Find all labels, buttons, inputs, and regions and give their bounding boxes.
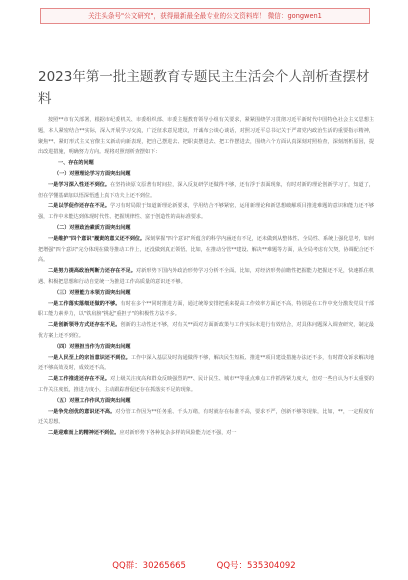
paragraph-lead: 二是迎难而上的精神还不到位。: [48, 430, 120, 437]
paragraph-text: 有时在多个**同时推进方面，通过统筹安排把重来提高工作效率方面还不高，特别是在工作中充分激发党员干部职工能力素养力，以"铁肩膀"挑起"重担子"的积极性方法不多。: [38, 300, 374, 318]
subsection-heading: （五）对照工作作风方面突出问题: [54, 397, 131, 404]
paragraph-text: 对上级关注度高和群众反映强烈的**、民计民生、城市**等重点难点工作抓得紧力度大，但对一些自认为不太重要的工作关注度低，推进力度小，主动跟踪督促还存在抓落实不足的现象。: [38, 376, 374, 393]
document-body: [38, 115, 374, 439]
paragraph-text: 对分管工作因为**任务重、千头万绪，有时就存在标准不高，要求不严，创新不够等现象，比如，**，一定程度有迁关思想。: [38, 408, 374, 426]
subsection-heading: （三）对照能力本领方面突出问题: [54, 289, 131, 296]
paragraph-text: 创新的主动性还不够，对有关**面对方面新政策与工作实际未进行有效结合，对具体问题深入调查研究，制定最优方案上还不到位。: [38, 322, 374, 339]
paragraph-text: 工作中深入基层及时沟通做得不够，解决民生短板、推进**项目建设措施办法还不多，有时群众诉求解决地还不够高效及时，成效还不高。: [38, 354, 374, 372]
paragraph: [38, 320, 374, 342]
paragraph: [38, 428, 374, 439]
paragraph: [38, 234, 374, 266]
paragraph: [38, 353, 374, 375]
paragraph: [38, 201, 374, 223]
paragraph-lead: 一是争先创优的意识还不高。: [48, 408, 116, 415]
paragraph-text: 深刻掌握"四个意识"所蕴含的科学内涵还有不足，还未做到从整体性、全局性、系统上强化思考，如何把增强"四个意识"完分体现在做导推动工作上，还没做到真正领悟。比如，在推动分管**建设、解决**难题等方面，从全局考虑有欠契，协调配合还不高。: [38, 235, 374, 264]
section-heading: 一、存在的问题: [58, 160, 94, 167]
subsection-heading: （二）对照政治素质方面突出问题: [54, 224, 131, 231]
paragraph: [38, 374, 374, 396]
intro-paragraph: 按照**市有关部署，根据市纪委机关、市委组织部、市委主题教育领导小组有关要求，紧紧围绕学习贯彻习近平新时代中国特色社会主义思想主题，本人紧密结合**实际，深入开展学习交流，广泛征求意见建议，开诚布公谈心谈话，对照习近平总书记关于严肃党内政治生活的重要指示精神，聚焦**、紧盯形式主义官僚主义新动向新表现，把自己摆进去、把职责摆进去、把工作摆进去，围绕六个方面认真深刻对照检查，深刻剖析原因，提出改进措施，明确努力方向。现将对照剖析查摆如下：: [38, 117, 374, 156]
qq-group: QQ群：30265665: [112, 561, 186, 571]
paragraph-text: 应对新形势下各种复杂多样的风险能力还不强，对一: [119, 430, 237, 437]
paragraph-text: 对新形势下国内外政治形势学习分析不全面。比如，对经济形势前瞻性把握能力把握还不足，快速抓住机遇、积极把思想和行动自觉统一为推进工作高质量的意识还不够。: [38, 268, 374, 285]
paragraph-lead: 一是人民至上的宗旨意识还不到位。: [48, 354, 131, 361]
paragraph-text: 学习有时局限于知道新理论新要求，学用结合不够紧密，运用新理论和新思想破解项目推进难题的意识和能力还不够强，工作中未能达到体现时代性、把握规律性、富于创造性的高标准要求。: [38, 203, 374, 221]
subsection-heading: （一）对照理论学习方面突出问题: [54, 170, 131, 177]
paragraph-text: 在坚持读原文原著有时间拉，深入反复研学还做得不够，还有浮于表面现象，有时对新的理论创新学习了，知道了，但在学懂基础加以悟深悟透上真下功夫上还不到位。: [38, 181, 374, 199]
paragraph: [38, 407, 374, 429]
paragraph-lead: 一是维护"四个意识"履责的意义还不到位。: [48, 235, 146, 242]
paragraph-lead: 一是学习深入性还不到位。: [48, 181, 111, 188]
paragraph-lead: 一是工作落实落细还做的不够。: [48, 300, 121, 307]
promo-banner: 关注头条号"公文研究"，获得最新最全最专业的公文资料库！ 微信：gongwen1: [40, 8, 370, 24]
subsection-heading: （四）对照担当作为方面突出问题: [54, 343, 131, 350]
paragraph-lead: 二是工作推进还存在不足。: [48, 376, 111, 383]
contact-footer: [0, 559, 408, 571]
paragraph: [38, 266, 374, 288]
paragraph-lead: 二是创新领导方式还存在不足。: [48, 322, 121, 329]
paragraph: [38, 180, 374, 202]
qq-number: QQ号：535304092: [216, 561, 296, 571]
paragraph-lead: 二是以学促作还存在不足。: [48, 203, 111, 210]
paragraph: [38, 299, 374, 321]
paragraph-lead: 二是努力提高政治判断力还存在不足。: [48, 268, 136, 275]
document-title: 2023年第一批主题教育专题民主生活会个人剖析查摆材料: [38, 69, 370, 107]
